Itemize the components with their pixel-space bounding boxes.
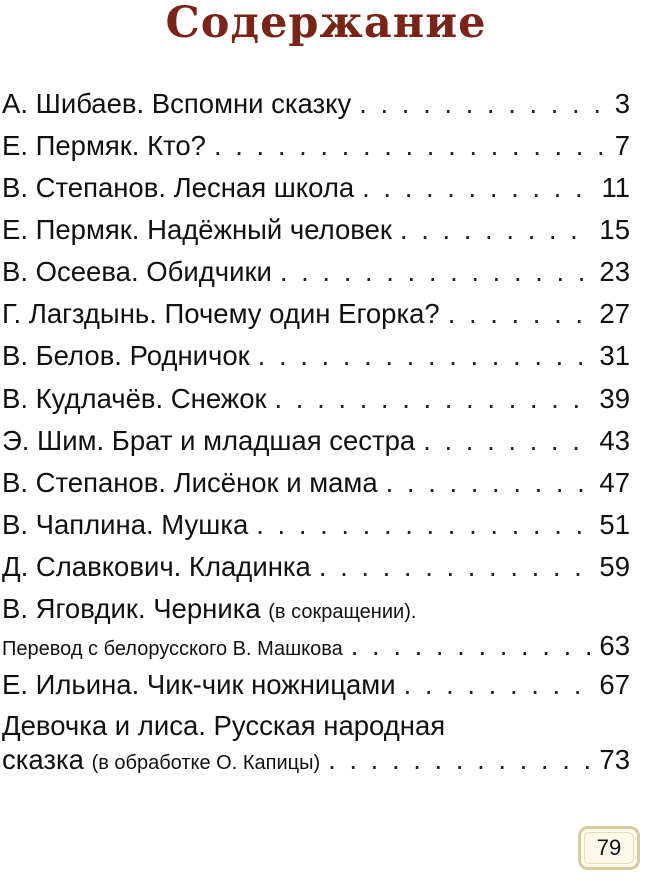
dot-leader <box>275 382 594 416</box>
toc-entry-page: 63 <box>599 630 630 661</box>
toc-entry-subtitle: Перевод с белорусского В. Машкова <box>2 638 343 660</box>
toc-entry[interactable] <box>2 171 630 205</box>
dot-leader <box>258 339 594 373</box>
toc-entry-label: Д. Славкович. Кладинка <box>2 551 311 582</box>
toc-entry-label: В. Осеева. Обидчики <box>2 256 272 287</box>
toc-entry-page: 15 <box>599 214 630 245</box>
toc-entry-page: 7 <box>614 130 630 161</box>
toc-entry-page: 3 <box>614 88 630 119</box>
dot-leader <box>423 424 593 458</box>
toc-entry-two-line[interactable] <box>2 709 630 779</box>
toc-entry-page: 47 <box>599 467 630 498</box>
toc-entry-page: 39 <box>599 383 630 414</box>
dot-leader <box>448 297 594 331</box>
toc-entry[interactable] <box>2 87 630 121</box>
toc-entry-label: В. Кудлачёв. Снежок <box>2 383 267 414</box>
toc-entry-two-line[interactable] <box>2 592 630 662</box>
toc-entry-label-main: сказка <box>2 744 84 775</box>
toc-entry-note: (в сокращении). <box>268 601 417 623</box>
dot-leader <box>400 213 593 247</box>
toc-entry-line1 <box>2 592 630 629</box>
dot-leader <box>359 87 608 121</box>
toc-entry-page: 59 <box>599 551 630 582</box>
toc-entry-page: 31 <box>599 340 630 371</box>
toc-entry-label: В. Яговдик. Черника <box>2 593 261 624</box>
toc-entry[interactable] <box>2 255 630 289</box>
dot-leader <box>351 629 594 663</box>
toc-entry-label: В. Степанов. Лисёнок и мама <box>2 467 378 498</box>
toc-entry[interactable] <box>2 424 630 458</box>
toc-entry-label: В. Белов. Родничок <box>2 340 250 371</box>
toc-entry-label: Э. Шим. Брат и младшая сестра <box>2 425 416 456</box>
toc-entry-note: (в обработке О. Капицы) <box>91 752 321 774</box>
toc-entry[interactable] <box>2 297 630 331</box>
toc-entry[interactable] <box>2 129 630 163</box>
toc-entry-label: В. Чаплина. Мушка <box>2 509 249 540</box>
toc-entry[interactable] <box>2 668 630 702</box>
toc-entry-label: В. Степанов. Лесная школа <box>2 172 355 203</box>
toc-entry-label: Е. Пермяк. Надёжный человек <box>2 214 392 245</box>
page-number-badge <box>578 826 640 870</box>
toc-entry-page: 11 <box>601 172 630 203</box>
dot-leader <box>328 743 593 777</box>
dot-leader <box>256 508 593 542</box>
toc-entry-label: Г. Лагздынь. Почему один Егорка? <box>2 298 440 329</box>
toc-entry[interactable] <box>2 339 630 373</box>
toc-entry-page: 67 <box>599 669 630 700</box>
dot-leader <box>404 668 594 702</box>
toc-entry-label: Е. Пермяк. Кто? <box>2 130 206 161</box>
toc-entry-label <box>2 743 320 780</box>
toc-entry[interactable] <box>2 466 630 500</box>
dot-leader <box>214 129 609 163</box>
toc-entry-page: 43 <box>599 425 630 456</box>
toc-entry[interactable] <box>2 508 630 542</box>
dot-leader <box>280 255 594 289</box>
toc-entry[interactable] <box>2 550 630 584</box>
toc-entry-label: Е. Ильина. Чик-чик ножницами <box>2 669 396 700</box>
toc-entry-page: 73 <box>599 744 630 775</box>
dot-leader <box>362 171 595 205</box>
toc-entry-page: 27 <box>599 298 630 329</box>
toc-entry-label: А. Шибаев. Вспомни сказку <box>2 88 352 119</box>
dot-leader <box>386 466 594 500</box>
page-number: 79 <box>596 835 622 860</box>
dot-leader <box>319 550 594 584</box>
toc-entry-page: 23 <box>599 256 630 287</box>
toc-entry[interactable] <box>2 382 630 416</box>
toc-entry-page: 51 <box>599 509 630 540</box>
page-title: Содержание <box>165 0 487 48</box>
toc-entry-line1: Девочка и лиса. Русская народная <box>2 710 446 741</box>
toc-entry[interactable] <box>2 213 630 247</box>
